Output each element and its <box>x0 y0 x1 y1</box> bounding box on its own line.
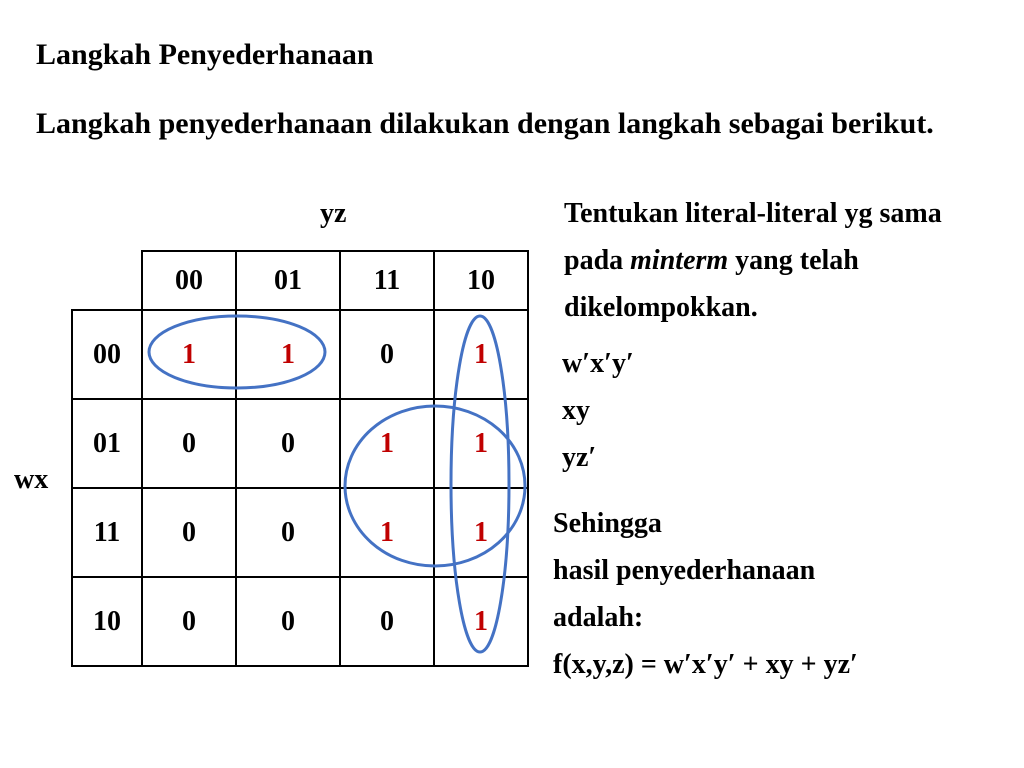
kmap-cell: 0 <box>142 577 236 666</box>
row-header: 11 <box>72 488 142 577</box>
kmap-row <box>72 488 528 577</box>
prime-implicant: yz′ <box>562 442 597 473</box>
row-header: 00 <box>72 310 142 399</box>
instruction-text <box>564 190 1004 331</box>
instruction-part1: Tentukan literal-literal yg sama pada <box>564 198 942 276</box>
prime-implicant: xy <box>562 395 590 426</box>
column-header: 01 <box>236 251 340 310</box>
result-text <box>553 500 1013 688</box>
prime-implicant: w′x′y′ <box>562 348 634 379</box>
kmap-cell: 1 <box>434 399 528 488</box>
kmap-row <box>72 577 528 666</box>
prime-implicant-list <box>562 340 634 481</box>
kmap-cell: 0 <box>142 399 236 488</box>
result-line: Sehingga <box>553 508 662 539</box>
kmap-row <box>72 310 528 399</box>
kmap-cell: 1 <box>434 488 528 577</box>
result-line: adalah: <box>553 602 644 633</box>
column-header: 10 <box>434 251 528 310</box>
kmap-cell: 1 <box>142 310 236 399</box>
row-header: 10 <box>72 577 142 666</box>
row-header: 01 <box>72 399 142 488</box>
kmap-cell: 0 <box>340 577 434 666</box>
kmap-cell: 0 <box>236 488 340 577</box>
kmap-corner <box>72 251 142 310</box>
kmap-cell: 1 <box>434 577 528 666</box>
result-formula: f(x,y,z) = w′x′y′ + xy + yz′ <box>553 649 858 680</box>
instruction-emphasis: minterm <box>630 245 729 276</box>
kmap-cell: 1 <box>340 488 434 577</box>
karnaugh-map <box>71 250 529 667</box>
kmap-cell: 1 <box>340 399 434 488</box>
kmap-cell: 0 <box>142 488 236 577</box>
kmap-cell: 0 <box>236 577 340 666</box>
column-header: 00 <box>142 251 236 310</box>
instruction-part2: yang telah dikelompokkan. <box>564 245 859 323</box>
kmap-cell: 1 <box>434 310 528 399</box>
column-variable-label: yz <box>320 198 347 229</box>
kmap-cell: 0 <box>340 310 434 399</box>
intro-paragraph: Langkah penyederhanaan dilakukan dengan langkah sebagai berikut. <box>36 107 934 140</box>
slide-title: Langkah Penyederhanaan <box>36 38 374 71</box>
kmap-cell: 0 <box>236 399 340 488</box>
row-variable-label: wx <box>14 464 49 495</box>
column-header: 11 <box>340 251 434 310</box>
result-line: hasil penyederhanaan <box>553 555 816 586</box>
kmap-cell: 1 <box>236 310 340 399</box>
kmap-row <box>72 399 528 488</box>
